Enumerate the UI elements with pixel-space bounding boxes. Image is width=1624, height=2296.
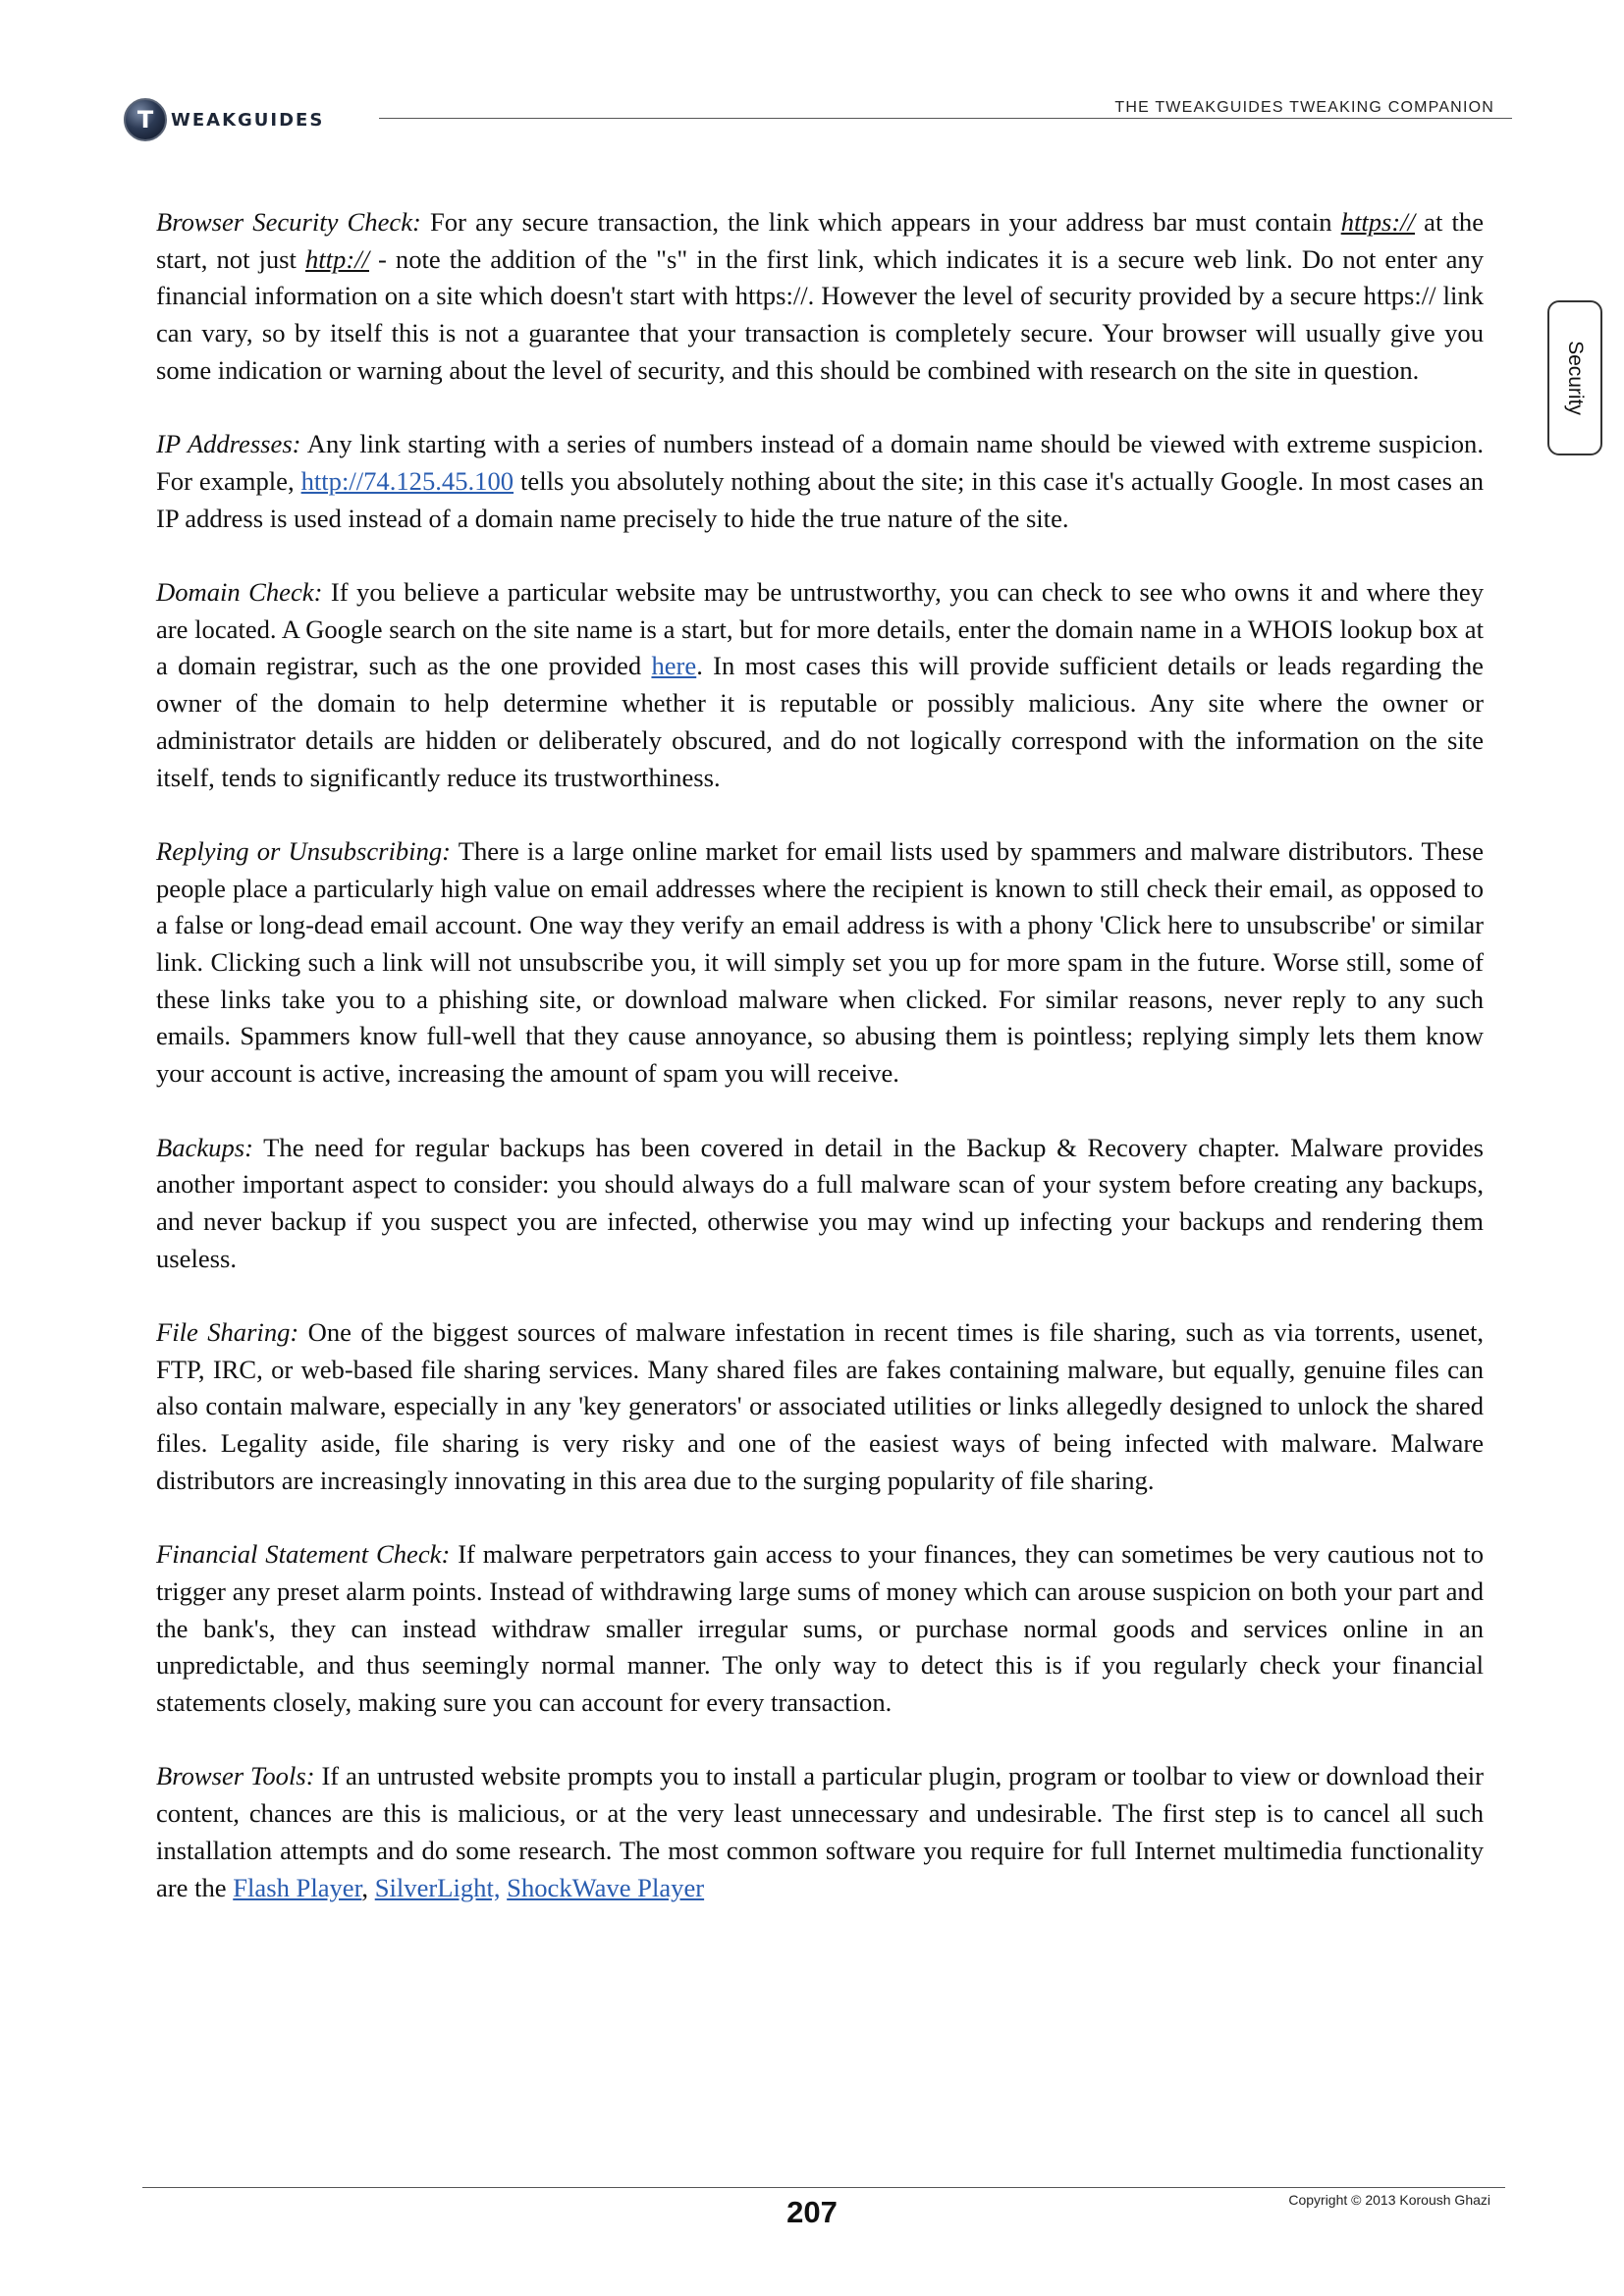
shockwave-player-link[interactable]: ShockWave Player xyxy=(507,1872,705,1902)
paragraph-lead: Replying or Unsubscribing: xyxy=(156,835,452,866)
paragraph-browser-security-check: Browser Security Check: For any secure transaction, the link which appears in your address bar must contain https:// at the start, not just http:// - note the addition of the "s" in the first link, which indicates it is a secure web link. Do not enter any financial information on a site which doesn't start with https://. However the level of security provided by a secure https:// link can vary, so by itself this is not a guarantee that your transaction is completely secure. Your browser will usually give you some indication or warning about the level of security, and this should be combined with research on the site in question. xyxy=(156,207,1485,385)
paragraph-financial-statement-check: Financial Statement Check: If malware perpetrators gain access to your finances, they can sometimes be very cautious not to trigger any preset alarm points. Instead of withdrawing large sums of money which can arouse suspicion on both your part and the bank's, they can instead withdraw smaller irregular sums, or purchase normal goods and services online in an unpredictable, and thus seemingly normal manner. The only way to detect this is if you regularly check your financial statements closely, making sure you can account for every transaction. xyxy=(156,1539,1485,1718)
paragraph-lead: IP Addresses: xyxy=(156,429,301,459)
paragraph-lead: Financial Statement Check: xyxy=(156,1539,451,1570)
silverlight-link[interactable]: SilverLight, xyxy=(374,1872,501,1902)
paragraph-domain-check: Domain Check: If you believe a particular website may be untrustworthy, you can check to see who owns it and where they are located. A Google search on the site name is a start, but for more details, enter the domain name in a WHOIS lookup box at a domain registrar, such as the one provided here. In most cases this will provide sufficient details or leads regarding the owner of the domain to help determine whether it is reputable or possibly malicious. Any site where the owner or administrator details are hidden or deliberately obscured, and do not logically correspond with the information on the site itself, tends to significantly reduce its trustworthiness. xyxy=(156,577,1484,792)
running-header-title: THE TWEAKGUIDES TWEAKING COMPANION xyxy=(1114,99,1494,116)
paragraph-lead: Browser Security Check: xyxy=(156,207,421,237)
whois-here-link[interactable]: here xyxy=(651,651,697,681)
flash-player-link[interactable]: Flash Player xyxy=(233,1872,362,1902)
paragraph-backups: Backups: The need for regular backups has been covered in detail in the Backup & Recovery chapter. Malware provides another important aspect to consider: you should always do a full malware scan of your system before creating any backups, and never backup if you suspect you are infected, otherwise you may wind up infecting your backups and rendering them useless. xyxy=(156,1132,1484,1273)
footer-divider xyxy=(142,2187,1505,2188)
paragraph-browser-tools: Browser Tools: If an untrusted website prompts you to install a particular plugin, program or toolbar to view or download their content, chances are this is malicious, or at the very least unnecessary and undesirable. The first step is to cancel all such installation attempts and do some research. The most common software you require for full Internet multimedia functionality are the Flash Player, SilverLight, ShockWave Player xyxy=(156,1761,1484,1902)
chapter-side-tab-label: Security xyxy=(1564,341,1587,415)
paragraph-replying-unsubscribing: Replying or Unsubscribing: There is a large online market for email lists used by spammers and malware distributors. These people place a particularly high value on email addresses where the recipient is known to still check their email, as opposed to a false or long-dead email account. One way they verify an email address is with a phony 'Click here to unsubscribe' or similar link. Clicking such a link will not unsubscribe you, it will simply set you up for more spam in the future. Worse still, some of these links take you to a phishing site, or download malware when clicked. For similar reasons, never reply to any such emails. Spammers know full-well that they cause annoyance, so abusing them is pointless; replying simply lets them know your account is active, increasing the amount of spam you will receive. xyxy=(156,835,1484,1089)
http-example: http:// xyxy=(304,243,369,274)
copyright-notice: Copyright © 2013 Koroush Ghazi xyxy=(1288,2192,1490,2208)
logo-globe-icon: T xyxy=(124,98,167,141)
paragraph-file-sharing: File Sharing: One of the biggest sources of malware infestation in recent times is file sharing, such as via torrents, usenet, FTP, IRC, or web-based file sharing services. Many shared files are fakes containing malware, but equally, genuine files can also contain malware, especially in any 'key generators' or associated utilities or links allegedly designed to unlock the shared files. Legality aside, file sharing is very risky and one of the easiest ways of being infected with malware. Malware distributors are increasingly innovating in this area due to the surging popularity of file sharing. xyxy=(156,1317,1484,1495)
paragraph-lead: Browser Tools: xyxy=(156,1761,315,1791)
header-divider xyxy=(379,118,1512,119)
chapter-side-tab xyxy=(1547,300,1602,455)
ip-address-link[interactable]: http://74.125.45.100 xyxy=(300,465,514,496)
paragraph-ip-addresses: IP Addresses: Any link starting with a series of numbers instead of a domain name should be viewed with extreme suspicion. For example, http://74.125.45.100 tells you absolutely nothing about the site; in this case it's actually Google. In most cases an IP address is used instead of a domain name precisely to hide the true nature of the site. xyxy=(156,429,1485,533)
logo-text: WEAKGUIDES xyxy=(171,110,325,131)
paragraph-lead: Backups: xyxy=(156,1132,253,1162)
paragraph-lead: File Sharing: xyxy=(156,1317,299,1348)
page-body xyxy=(156,204,1484,1944)
page-number: 207 xyxy=(786,2195,838,2229)
https-example: https:// xyxy=(1340,207,1416,237)
tweakguides-logo xyxy=(124,98,359,143)
paragraph-lead: Domain Check: xyxy=(156,577,323,607)
